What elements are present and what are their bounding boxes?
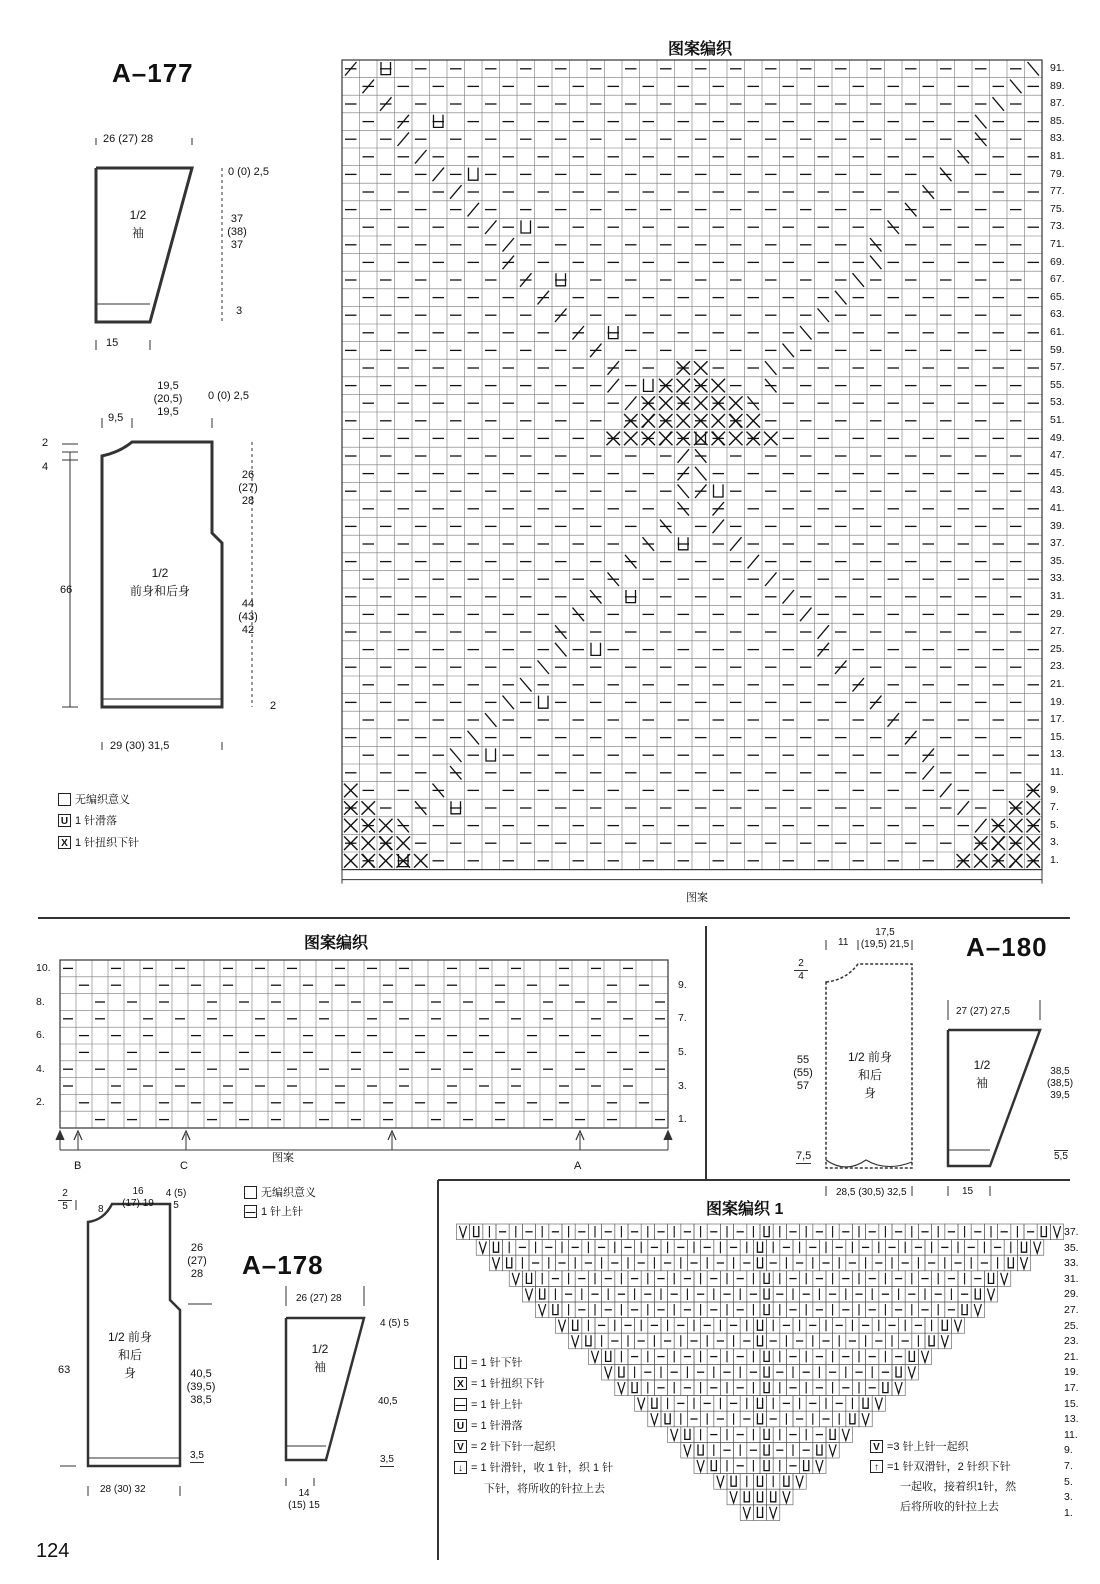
a177-body-total-length: 66	[60, 584, 73, 596]
chart-mid-left-number: 6.	[36, 1029, 45, 1042]
chart-top-row-number: 17.	[1050, 713, 1065, 726]
a177-sleeve-top-ease: 0 (0) 2,5	[228, 166, 269, 178]
chart-bottom-legend-item: U = 1 针滑落	[454, 1417, 523, 1433]
chart-top-row-number: 23.	[1050, 660, 1065, 673]
a178-body-top-a: 8	[98, 1204, 104, 1215]
chart-bottom-legend-item: 下针，将所收的针拉上去	[484, 1483, 605, 1495]
chart-mid-right-number: 7.	[678, 1012, 687, 1025]
chart-mid-left-number: 4.	[36, 1062, 45, 1075]
a177-body-bottom-width: 29 (30) 31,5	[110, 740, 170, 752]
a178-sleeve-top-ease: 4 (5) 5	[380, 1318, 409, 1329]
chart-top-row-number: 25.	[1050, 642, 1065, 655]
empty-square-icon	[58, 793, 71, 806]
chart-bottom-row-number: 11.	[1064, 1428, 1078, 1441]
chart-mid-right-number: 5.	[678, 1046, 687, 1058]
chart-bottom-legend-item: 后将所收的针拉上去	[900, 1501, 999, 1513]
chart-top-row-number: 75.	[1050, 202, 1065, 215]
legend-symbol-icon: |	[454, 1356, 467, 1369]
a177-body-neck-width: 19,5 (20,5) 19,5	[153, 380, 183, 418]
chart-top-row-number: 89.	[1050, 79, 1065, 92]
chart-top-row-number: 29.	[1050, 607, 1065, 620]
a180-sleeve-height: 38,5 (38,5) 39,5	[1046, 1066, 1074, 1101]
a180-code: A–180	[966, 932, 1048, 962]
chart-top-row-number: 11.	[1050, 766, 1064, 778]
twisted-knit-icon: X	[58, 836, 71, 849]
a177-legend-drop: U 1 针滑落	[58, 812, 117, 828]
up-arrow-icon	[664, 1131, 672, 1140]
chart-top-row-number: 59.	[1050, 343, 1065, 356]
a177-sleeve-bottom-width: 15	[106, 337, 119, 349]
chart-top-row-number: 9.	[1050, 783, 1059, 796]
a177-body-neck-depth-b: 4	[42, 461, 49, 473]
a178-sleeve-top-width: 26 (27) 28	[296, 1293, 342, 1304]
a177-body-neck-depth-a: 2	[42, 437, 49, 449]
chart-top-row-number: 87.	[1050, 97, 1065, 110]
chart-top-row-number: 63.	[1050, 308, 1065, 321]
a178-body-top-c: 4 (5) 5	[165, 1188, 187, 1211]
legend-symbol-icon: ↑	[870, 1460, 883, 1473]
a178-body-hem: 3,5	[190, 1450, 204, 1461]
a180-sleeve-top-width: 27 (27) 27,5	[956, 1006, 1010, 1017]
chart-top-row-number: 81.	[1050, 150, 1065, 162]
a177-legend-twist: X 1 针扭织下针	[58, 834, 139, 850]
a178-body-top-b: 16 (17) 19	[122, 1186, 154, 1209]
legend-symbol-icon: V	[454, 1440, 467, 1453]
chart-mid-left-number: 10.	[36, 962, 51, 974]
a180-body-top-b: 17,5 (19,5) 21,5	[860, 927, 910, 950]
chart-mid-marker-c: C	[180, 1160, 188, 1172]
chart-bottom-row-number: 17.	[1064, 1382, 1079, 1394]
chart-bottom-legend-item: V = 2 针下针一起织	[454, 1438, 556, 1454]
legend-symbol-icon: —	[455, 1399, 466, 1411]
chart-mid-footer: 图案	[266, 1152, 300, 1165]
a180-body-bottom-width: 28,5 (30,5) 32,5	[836, 1187, 907, 1198]
chart-top-row-number: 35.	[1050, 554, 1065, 567]
empty-square-icon	[244, 1186, 257, 1199]
chart-mid-right-number: 9.	[678, 978, 687, 991]
a178-body-side: 40,5 (39,5) 38,5	[186, 1368, 216, 1406]
a177-sleeve-cuff: 3	[236, 305, 243, 317]
chart-top-row-number: 37.	[1050, 537, 1065, 550]
chart-top-row-number: 53.	[1050, 396, 1065, 409]
chart-top-row-number: 65.	[1050, 290, 1065, 303]
chart-top-row-number: 45.	[1050, 466, 1065, 479]
drop-stitch-icon: U	[58, 814, 71, 827]
purl-icon: —	[245, 1206, 256, 1218]
chart-bottom-row-number: 9.	[1064, 1444, 1073, 1457]
chart-top-row-number: 57.	[1050, 361, 1065, 374]
chart-top-row-number: 73.	[1050, 220, 1065, 233]
chart-top-row-number: 61.	[1050, 326, 1065, 338]
chart-top-row-number: 39.	[1050, 519, 1065, 532]
chart-top-row-number: 55.	[1050, 378, 1065, 391]
chart-bottom-row-number: 31.	[1064, 1272, 1079, 1285]
chart-top-row-number: 41.	[1050, 502, 1065, 514]
up-arrow-icon	[56, 1131, 64, 1140]
legend-symbol-icon: V	[870, 1440, 883, 1453]
chart-bottom-grid	[0, 0, 1, 1]
chart-top-row-number: 13.	[1050, 748, 1065, 761]
a180-body-label: 1/2 前身 和后 身	[847, 1050, 893, 1100]
chart-top-row-number: 1.	[1050, 854, 1059, 866]
chart-top-row-number: 33.	[1050, 572, 1065, 585]
a180-body-top-a: 11	[838, 937, 849, 948]
chart-bottom-legend-item: V =3 针上针一起织	[870, 1438, 969, 1454]
a178-body-neck-depth: 2 5	[58, 1188, 72, 1213]
chart-bottom-row-number: 37.	[1064, 1226, 1079, 1238]
chart-bottom-legend-item: ↓ = 1 针滑针，收 1 针，织 1 针	[454, 1459, 613, 1475]
chart-bottom-legend-item: 一起收，接着织1针，然	[900, 1481, 1017, 1493]
chart-top-row-number: 3.	[1050, 836, 1059, 849]
a177-sleeve-label: 1/2 袖	[129, 208, 147, 240]
chart-top-row-number: 69.	[1050, 255, 1065, 268]
a180-body-hem: 7,5	[796, 1150, 812, 1162]
chart-top-row-number: 27.	[1050, 625, 1065, 638]
chart-bottom-row-number: 3.	[1064, 1491, 1073, 1504]
chart-top-row-number: 83.	[1050, 132, 1065, 145]
chart-bottom-row-number: 25.	[1064, 1319, 1079, 1332]
chart-bottom-row-number: 33.	[1064, 1257, 1079, 1270]
chart-bottom-row-number: 15.	[1064, 1397, 1079, 1410]
a177-body-hem: 2	[270, 700, 277, 712]
chart-top-row-number: 67.	[1050, 273, 1065, 286]
a178-sleeve-bottom-width: 14 (15) 15	[288, 1488, 320, 1511]
chart-bottom-title: 图案编织 1	[706, 1201, 784, 1218]
chart-mid-left-number: 8.	[36, 995, 45, 1008]
a180-body-length: 55 (55) 57	[793, 1054, 813, 1092]
chart-bottom-row-number: 19.	[1064, 1366, 1079, 1379]
a177-body-side: 44 (43) 42	[238, 598, 258, 636]
chart-bottom-legend-item: X = 1 针扭织下针	[454, 1375, 545, 1391]
chart-mid-right-number: 1.	[678, 1113, 687, 1126]
page-number: 124	[36, 1540, 70, 1562]
chart-mid-right-number: 3.	[678, 1079, 687, 1092]
chart-top-row-number: 31.	[1050, 590, 1065, 602]
chart-top-title: 图案编织	[668, 41, 733, 58]
chart-top-row-number: 47.	[1050, 449, 1065, 462]
chart-bottom-row-number: 27.	[1064, 1304, 1079, 1316]
chart-mid-title: 图案编织	[304, 935, 369, 952]
legend-symbol-icon: U	[454, 1419, 467, 1432]
chart-bottom-row-number: 5.	[1064, 1475, 1073, 1488]
chart-top-row-number: 43.	[1050, 484, 1065, 497]
legend-symbol-icon: ↓	[454, 1461, 467, 1474]
chart-top-row-number: 5.	[1050, 818, 1059, 831]
a178-body-bottom-width: 28 (30) 32	[100, 1484, 146, 1495]
chart-mid-legend-empty: 无编织意义	[244, 1184, 316, 1200]
chart-top-row-number: 51.	[1050, 414, 1065, 426]
a180-sleeve-cuff: 5,5	[1054, 1151, 1068, 1162]
chart-top-row-number: 15.	[1050, 730, 1065, 743]
chart-bottom-row-number: 29.	[1064, 1288, 1079, 1301]
chart-mid-legend-purl: — 1 针上针	[245, 1206, 304, 1218]
a178-body-armhole: 26 (27) 28	[187, 1242, 207, 1280]
chart-bottom-legend-item: ↑ =1 针双滑针，2 针织下针	[870, 1458, 1011, 1474]
chart-bottom-legend-item: — = 1 针上针	[455, 1399, 523, 1411]
a177-body-neck-side: 9,5	[108, 412, 124, 424]
chart-top-row-number: 77.	[1050, 185, 1065, 198]
legend-symbol-icon: X	[454, 1377, 467, 1390]
a177-code: A–177	[112, 58, 194, 88]
chart-bottom-row-number: 23.	[1064, 1335, 1079, 1348]
chart-top-footer: 图案	[680, 892, 714, 905]
a177-body-armhole: 26 (27) 28	[238, 469, 258, 507]
chart-bottom-legend-item: | = 1 针下针	[454, 1354, 523, 1370]
a177-body-label: 1/2 前身和后身	[129, 566, 190, 598]
chart-top-row-number: 85.	[1050, 114, 1065, 127]
a177-legend-empty: 无编织意义	[58, 791, 130, 807]
a178-sleeve-cuff: 3,5	[380, 1454, 394, 1465]
chart-top-row-number: 79.	[1050, 167, 1065, 180]
a177-sleeve-top-width: 26 (27) 28	[103, 133, 154, 145]
a180-sleeve-label: 1/2 袖	[973, 1058, 991, 1090]
chart-mid-left-number: 2.	[36, 1096, 45, 1109]
chart-top-row-number: 7.	[1050, 801, 1059, 814]
chart-bottom-row-number: 13.	[1064, 1413, 1079, 1426]
chart-bottom-row-number: 35.	[1064, 1241, 1079, 1254]
a178-body-label: 1/2 前身 和后 身	[107, 1330, 153, 1380]
a178-code: A–178	[242, 1250, 324, 1280]
a177-body-shoulder: 0 (0) 2,5	[208, 390, 249, 402]
a178-sleeve-height: 40,5	[378, 1396, 398, 1407]
chart-top-row-number: 21.	[1050, 678, 1065, 690]
chart-top-row-number: 19.	[1050, 695, 1065, 708]
a178-body-total-length: 63	[58, 1364, 71, 1376]
chart-bottom-row-number: 21.	[1064, 1350, 1079, 1363]
chart-top-row-number: 91.	[1050, 62, 1065, 74]
chart-top-row-number: 49.	[1050, 431, 1065, 444]
chart-mid-marker-a: A	[574, 1160, 582, 1172]
chart-bottom-row-number: 7.	[1064, 1460, 1073, 1472]
a177-sleeve-height: 37 (38) 37	[227, 213, 247, 251]
chart-mid-marker-b: B	[74, 1160, 82, 1172]
a180-sleeve-bottom-width: 15	[962, 1186, 974, 1197]
a180-body-neck-depth: 2 4	[794, 958, 808, 983]
chart-top-row-number: 71.	[1050, 238, 1065, 250]
a178-sleeve-label: 1/2 袖	[311, 1342, 329, 1374]
chart-bottom-row-number: 1.	[1064, 1506, 1073, 1519]
